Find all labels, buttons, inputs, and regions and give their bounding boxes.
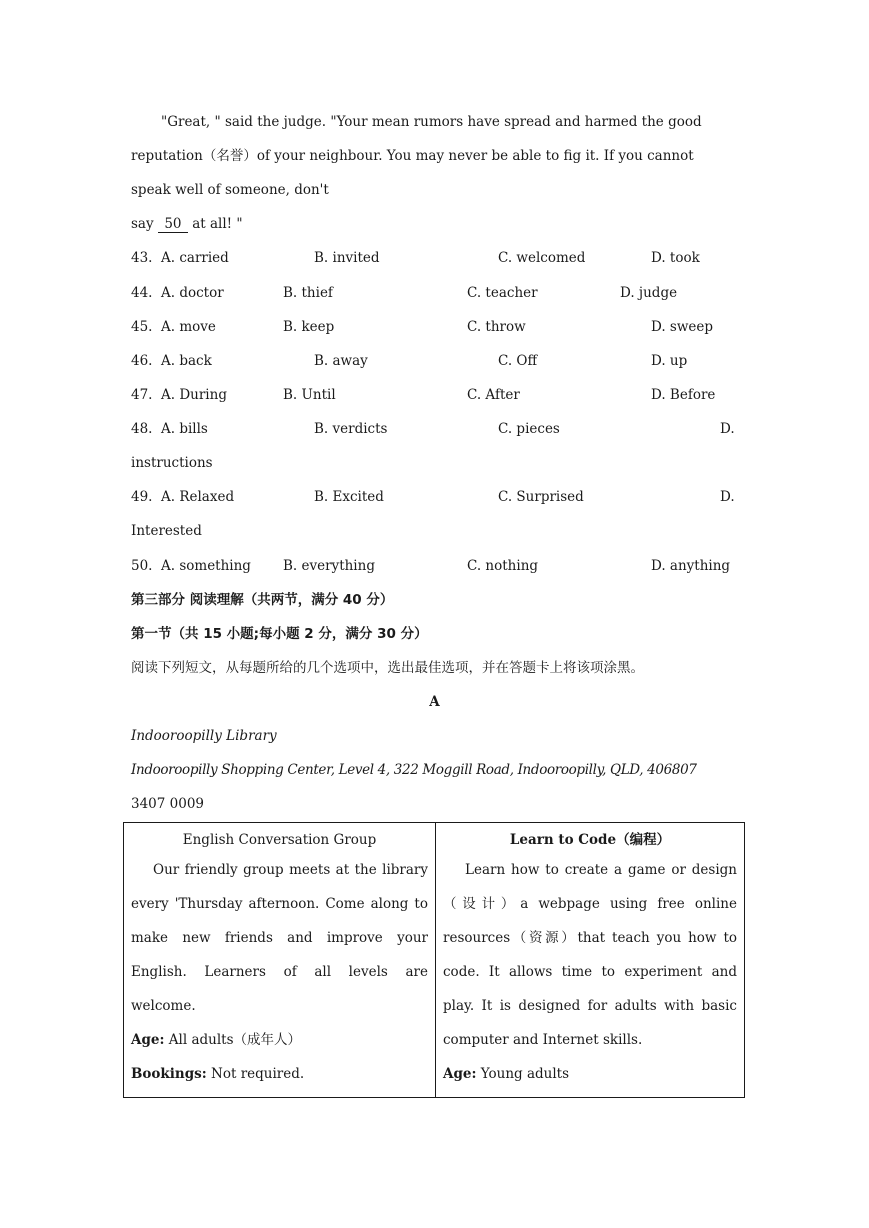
option-c: C. Off xyxy=(498,353,538,369)
english-conversation-title: English Conversation Group xyxy=(182,832,377,848)
option-c: C. Surprised xyxy=(498,489,584,505)
option-a: A. move xyxy=(161,319,216,335)
option-d-wrap: Interested xyxy=(131,523,202,539)
section-heading: 第三部分 阅读理解（共两节，满分 40 分） xyxy=(131,592,394,608)
option-b: B. thief xyxy=(283,285,333,301)
age-value: Young adults xyxy=(476,1066,570,1082)
passage-line-4-pre: say xyxy=(131,216,158,232)
option-b: B. invited xyxy=(314,250,380,266)
option-d: D. judge xyxy=(620,285,678,301)
blank-50: 50 xyxy=(158,216,188,233)
option-d: D. xyxy=(720,489,735,505)
option-a: A. bills xyxy=(161,421,208,437)
question-number: 44. xyxy=(131,285,153,301)
passage-line-4-post: at all! " xyxy=(187,216,243,232)
option-b: B. away xyxy=(314,353,368,369)
age-value: All adults（成年人） xyxy=(164,1032,302,1048)
option-d: D. took xyxy=(651,250,700,266)
option-b: B. verdicts xyxy=(314,421,388,437)
learn-to-code-cell xyxy=(436,823,745,1098)
option-a: A. something xyxy=(161,558,251,574)
passage-line-3: speak well of someone, don't xyxy=(131,182,329,198)
option-c: C. throw xyxy=(467,319,526,335)
option-b: B. Excited xyxy=(314,489,384,505)
question-number: 43. xyxy=(131,250,153,266)
library-name: Indooroopilly Library xyxy=(131,728,277,744)
english-conversation-cell xyxy=(124,823,436,1098)
library-address: Indooroopilly Shopping Center, Level 4, 322 Moggill Road, Indooroopilly, QLD, 406807 xyxy=(131,762,697,778)
option-a: A. carried xyxy=(161,250,229,266)
bookings-value: Not required. xyxy=(206,1066,305,1082)
question-number: 47. xyxy=(131,387,153,403)
question-number: 48. xyxy=(131,421,153,437)
option-c: C. After xyxy=(467,387,520,403)
question-number: 46. xyxy=(131,353,153,369)
passage-line-4 xyxy=(131,214,243,234)
events-table xyxy=(123,822,745,1098)
learn-to-code-title: Learn to Code（编程） xyxy=(509,832,671,848)
english-conversation-age xyxy=(131,1023,428,1057)
learn-to-code-age xyxy=(443,1057,737,1091)
question-number: 45. xyxy=(131,319,153,335)
option-b: B. everything xyxy=(283,558,375,574)
option-d: D. anything xyxy=(651,558,731,574)
option-d: D. Before xyxy=(651,387,716,403)
option-c: C. nothing xyxy=(467,558,539,574)
option-d: D. up xyxy=(651,353,688,369)
option-d: D. xyxy=(720,421,735,437)
question-number: 49. xyxy=(131,489,153,505)
passage-label: A xyxy=(429,694,440,710)
english-conversation-bookings xyxy=(131,1057,428,1091)
option-a: A. back xyxy=(161,353,212,369)
instructions: 阅读下列短文，从每题所给的几个选项中，选出最佳选项，并在答题卡上将该项涂黑。 xyxy=(131,660,644,676)
age-label: Age: xyxy=(131,1032,165,1048)
option-b: B. keep xyxy=(283,319,335,335)
option-a: A. During xyxy=(161,387,227,403)
library-phone: 3407 0009 xyxy=(131,796,205,812)
passage-line-1: "Great, " said the judge. "Your mean rumors have spread and harmed the good xyxy=(161,114,702,130)
option-c: C. pieces xyxy=(498,421,560,437)
option-b: B. Until xyxy=(283,387,336,403)
option-d-wrap: instructions xyxy=(131,455,213,471)
age-label: Age: xyxy=(443,1066,477,1082)
option-a: A. doctor xyxy=(161,285,224,301)
subsection-heading: 第一节（共 15 小题;每小题 2 分，满分 30 分） xyxy=(131,626,428,642)
option-d: D. sweep xyxy=(651,319,714,335)
option-a: A. Relaxed xyxy=(161,489,235,505)
english-conversation-body: Our friendly group meets at the library every 'Thursday afternoon. Come along to make new friends and improve your English. Learners of all levels are welcome. xyxy=(131,862,428,1014)
question-number: 50. xyxy=(131,558,153,574)
option-c: C. welcomed xyxy=(498,250,586,266)
learn-to-code-body: Learn how to create a game or design（设计）a webpage using free online resources（资源）that teach you how to code. It allows time to experiment and play. It is designed for adults with basic computer and Internet skills. xyxy=(443,862,737,1048)
bookings-label: Bookings: xyxy=(131,1066,207,1082)
passage-line-2: reputation（名誉）of your neighbour. You may never be able to fig it. If you cannot xyxy=(131,148,694,164)
option-c: C. teacher xyxy=(467,285,538,301)
